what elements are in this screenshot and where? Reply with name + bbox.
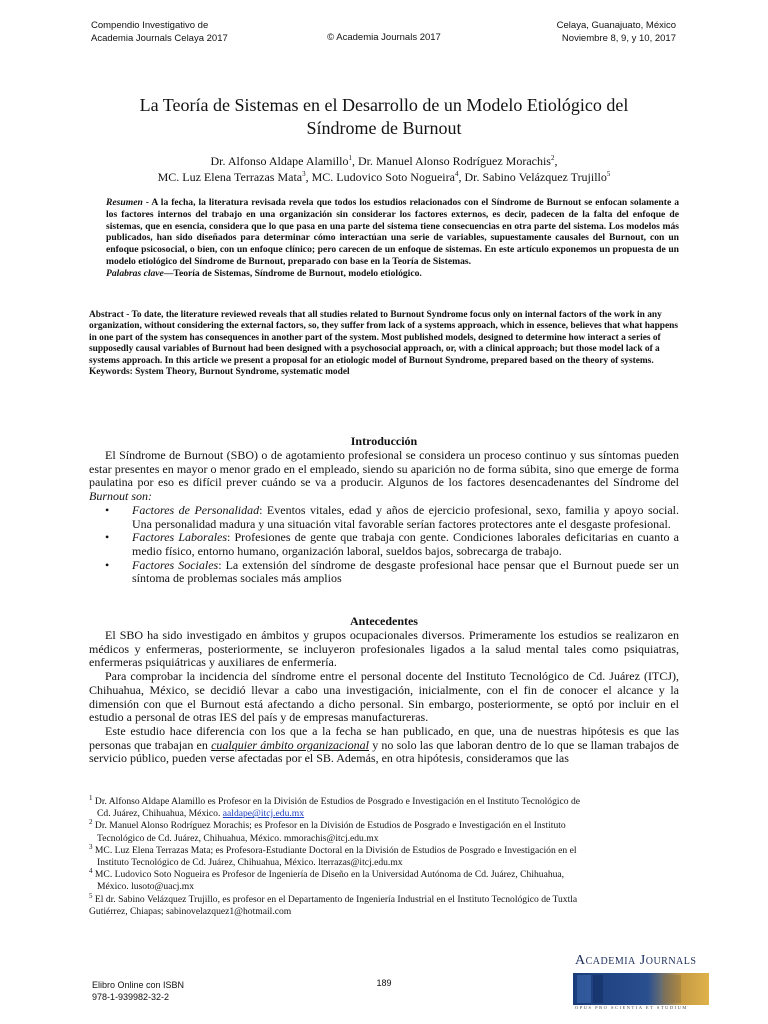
intro-text-italic: Burnout son:: [89, 489, 152, 504]
antecedentes-paragraph-2: Para comprobar la incidencia del síndrome entre el personal docente del Instituto Tecnológico de Cd. Juárez (ITCJ), Chihuahua, México, se decidió llevar a cabo una investigación, inicialmente, con el fin de conocer el alcance y la dimensión con que el Burnout está afectando a dicho personal. Sin embargo, posteriormente, se optó por incluir en el estudio a personal de otras IES del país y de empresas manufactureras.: [89, 669, 679, 725]
antecedentes-text: Este estudio hace diferencia con los que a la fecha se han publicado, en que, una de nuestras hipótesis es que las personas que trabajan en: [89, 723, 679, 752]
footnote: [89, 869, 689, 893]
author-sep: ,: [305, 170, 312, 184]
factor-label: Factores Laborales: [132, 530, 228, 545]
footnote-text: MC. Luz Elena Terrazas Mata; es Profesora-Estudiante Doctoral en la División de Estudios de Posgrado e Investigación en el: [92, 844, 577, 856]
footnote: [89, 891, 689, 918]
author-sup: 5: [606, 170, 611, 178]
title-line1: La Teoría de Sistemas en el Desarrollo de un Modelo Etiológico del: [139, 95, 629, 115]
author-name: MC. Ludovico Soto Nogueira: [311, 170, 455, 184]
abstract-label: Resumen: [106, 197, 143, 208]
factor-text: : Profesiones de gente que trabaja con gente. Condiciones laborales deficitarias en cuanto a medio físico, entorno humano, organización laboral, sueldos bajos, sobrecarga de trabajo.: [132, 530, 679, 558]
intro-body: [89, 449, 679, 586]
footnote-number: 5: [89, 891, 93, 900]
abstract-es-text: - A la fecha, la literatura revisada revela que todos los estudios relacionados con el Síndrome de Burnout se enfocan solamente a los factores internos del trabajo en una organización sin considerar los factores externos, es decir, padecen de la falta del enfoque de sistemas, que en esencia, considera que lo que pasa en una parte del sistema tiene consecuencias en otra parte del sistema. Los modelos más publicados, han sido diseñados para determinar cómo interactúan una serie de variables, supuestamente causales del Burnout, con un enfoque psicosocial, o bien, con un enfoque clínico; pero carecen de un enfoque de sistemas. En este artículo exponemos un propuesta de un modelo etiológico del Síndrome de Burnout, preparado con base en la Teoría de Sistemas.: [106, 197, 679, 267]
author-sep: ,: [458, 170, 465, 184]
footnote-number: 4: [89, 867, 93, 876]
page-number: 189: [376, 978, 392, 988]
running-header-right: [557, 20, 676, 45]
factor-label: Factores de Personalidad: [132, 502, 260, 517]
bullet-icon: •: [105, 557, 110, 572]
footnote-text: Tecnológico de Cd. Juárez, Chihuahua, México. mmorachis@itcj.edu.mx: [97, 832, 379, 844]
intro-paragraph: [89, 449, 679, 504]
author-name: Dr. Alfonso Aldape Alamillo: [210, 154, 349, 168]
antecedentes-paragraph-3: [89, 725, 679, 766]
keywords-en: Keywords: System Theory, Burnout Syndrome, systematic model: [89, 367, 350, 378]
academia-journals-logo: [573, 953, 709, 1013]
intro-text: El Síndrome de Burnout (SBO) o de agotamiento profesional se considera un proceso continuo y sus síntomas pueden estar presentes en mayor o menor grado en el empleado, siendo su aparición no de forma súbita, sino que emerge de forma paulatina por eso es difícil prever cuándo se va a producir. Algunos de los factores desencadenantes del Síndrome del: [89, 448, 679, 490]
list-item: [89, 559, 679, 586]
author-sep: ,: [352, 154, 358, 168]
author-sup: 1: [348, 154, 352, 162]
abstract-english: [89, 310, 679, 378]
isbn-line1: Elibro Online con ISBN: [92, 980, 185, 990]
antecedentes-text: y no solo las que laboran dentro de lo que se llaman trabajos de servicio público, pueden verse afectadas por el SB. Además, en otra hipótesis, consideramos que las: [89, 737, 679, 766]
list-item: [89, 504, 679, 531]
footnote: [89, 842, 689, 869]
author-line-2: [80, 169, 688, 185]
footnote-text: Instituto Tecnológico de Cd. Juárez, Chihuahua, México. lterrazas@itcj.edu.mx: [97, 857, 403, 869]
factor-text: : La extensión del síndrome de desgaste profesional hace pensar que el Burnout puede ser un síntoma de problemas sociales más amplios: [132, 557, 679, 586]
section-heading-antecedentes: Antecedentes: [350, 614, 418, 628]
keywords-label: Palabras clave: [106, 267, 164, 279]
header-left-line2: Academia Journals Celaya 2017: [91, 32, 228, 44]
footnote-text: Cd. Juárez, Chihuahua, México.: [97, 808, 223, 820]
antecedentes-body: [89, 629, 679, 766]
abstract-en-text: Abstract - To date, the literature reviewed reveals that all studies related to Burnout Syndrome focus only on internal factors of the work in any organization, without considering the external factors, so, they suffer from lack of a systems approach, which in essence, believes that what happens in one part of the system has consequences in another part of the system. Most published models, designed to determine how interact a series of supposedly causal variables of Burnout had been designed with a psychosocial approach, or, with a clinical approach; but those model lack of a systems approach. In this article we present a proposal for an etiologic model of Burnout Syndrome, prepared based on the theory of systems.: [89, 310, 679, 366]
header-right-line1: Celaya, Guanajuato, México: [556, 20, 676, 31]
footnote-number: 3: [89, 842, 93, 851]
footnote-text: México. lusoto@uacj.mx: [97, 881, 195, 893]
underlined-phrase: cualquier ámbito organizacional: [211, 737, 370, 752]
footnote-text: Dr. Manuel Alonso Rodríguez Morachis; es Profesor en la División de Estudios de Posgrado e Investigación en el Instituto: [92, 820, 566, 832]
abstract-spanish: [89, 197, 679, 280]
abstract-es-paragraph: [89, 197, 679, 268]
isbn-line2: 978-1-939982-32-2: [92, 992, 170, 1002]
author-name: Dr. Manuel Alonso Rodríguez Morachis: [358, 154, 551, 168]
footnote: [89, 793, 689, 820]
author-sup: 4: [454, 170, 459, 178]
footnote-text: MC. Ludovico Soto Nogueira es Profesor de Ingeniería de Diseño en la Universidad Autónoma de Cd. Juárez, Chihuahua,: [92, 869, 565, 881]
author-sup: 3: [302, 170, 306, 178]
factor-label: Factores Sociales: [132, 557, 219, 572]
author-name: Dr. Sabino Velázquez Trujillo: [464, 170, 607, 184]
author-name: MC. Luz Elena Terrazas Mata: [157, 170, 303, 184]
section-heading-introduccion: Introducción: [350, 434, 418, 448]
logo-motto: OPUS PRO SCIENTIA ET STUDIUM: [575, 1005, 688, 1010]
bullet-icon: •: [105, 530, 110, 545]
author-sup: 2: [550, 154, 555, 162]
title-line2: Síndrome de Burnout: [306, 118, 462, 138]
author-list: [80, 153, 688, 185]
footnote-number: 1: [89, 793, 93, 802]
header-right-line2: Noviembre 8, 9, y 10, 2017: [561, 32, 676, 44]
factor-text: : Eventos vitales, edad y años de ejercicio profesional, sexo, familia y apoyo social. Una personalidad madura y una situación vital favorable serían factores protectores ante el desgaste profesional.: [132, 502, 679, 531]
logo-text: Academia Journals: [575, 953, 697, 968]
antecedentes-paragraph-1: El SBO ha sido investigado en ámbitos y grupos ocupacionales diversos. Primeramente los estudios se realizaron en médicos y enfermeras, posteriormente, se incluyeron profesionales ligados a la salud mental tales como psiquiatras, enfermeras psiquiátricas y auxiliares de enfermería.: [89, 628, 679, 670]
factor-list: [89, 504, 679, 586]
running-header-center: © Academia Journals 2017: [327, 32, 441, 43]
header-left-line1: Compendio Investigativo de: [91, 20, 209, 31]
footnotes: [89, 793, 689, 918]
footnote-number: 2: [89, 818, 93, 827]
footnote-text: Dr. Alfonso Aldape Alamillo es Profesor en la División de Estudios de Posgrado e Investigación en el Instituto Tecnológico de: [92, 796, 581, 807]
footnote-text: El dr. Sabino Velázquez Trujillo, es profesor en el Departamento de Ingeniería Industrial en el Instituto Tecnológico de Tuxtla: [92, 893, 578, 905]
bullet-icon: •: [105, 502, 110, 517]
list-item: [89, 531, 679, 558]
footnote: [89, 820, 689, 844]
keywords-es: [89, 268, 679, 280]
author-line-1: Dr. Alfonso Aldape Alamillo$^1$, Dr. Manuel Alonso Rodríguez Morachis$^2$,: [210, 154, 558, 168]
footnote-text: Gutiérrez, Chiapas; sabinovelazquez1@hotmail.com: [89, 905, 292, 917]
email-link[interactable]: aaldape@itcj.edu.mx: [222, 808, 305, 820]
keywords-es-text: —Teoría de Sistemas, Síndrome de Burnout, modelo etiológico.: [163, 267, 422, 279]
paper-title: [80, 94, 688, 140]
